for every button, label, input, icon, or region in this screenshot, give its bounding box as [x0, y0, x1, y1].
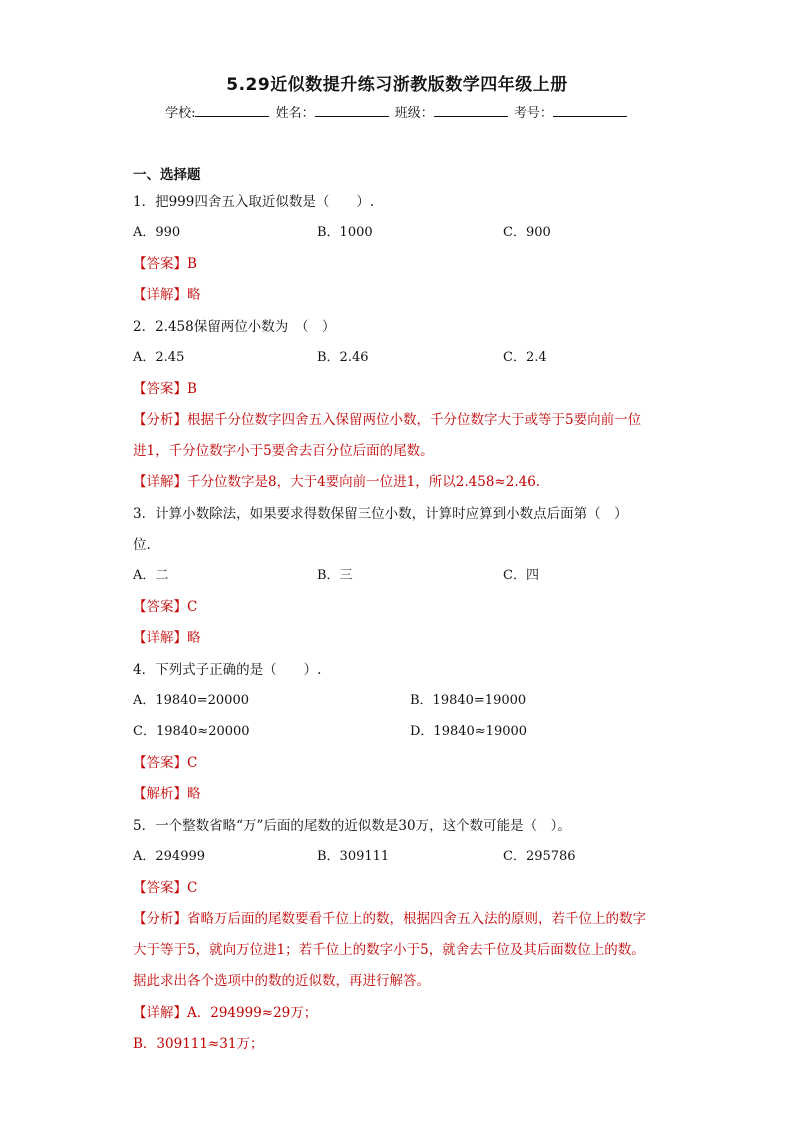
exam-no-blank[interactable]	[553, 104, 627, 117]
q3-answer	[133, 598, 197, 616]
answer-value: C	[187, 880, 198, 896]
answer-value: B	[187, 256, 197, 272]
q5-answer	[133, 879, 197, 897]
q5-option-c: C．295786	[503, 849, 576, 864]
answer-tag: 【答案】	[133, 381, 187, 397]
answer-tag: 【答案】	[133, 755, 187, 771]
q2-option-a: A．2.45	[133, 350, 185, 365]
section-heading: 一、选择题	[133, 167, 201, 183]
q4-explain	[133, 785, 201, 803]
q1-detail	[133, 286, 201, 304]
page-title: 5.29近似数提升练习浙教版数学四年级上册	[226, 75, 568, 95]
answer-tag: 【答案】	[133, 256, 187, 272]
question-5-stem: 5．一个整数省略“万”后面的尾数的近似数是30万，这个数可能是（ ）。	[133, 818, 571, 834]
q5-option-a: A．294999	[133, 849, 206, 864]
question-3-stem-line2: 位.	[133, 537, 151, 553]
answer-tag: 【答案】	[133, 599, 187, 615]
exam-no-label: 考号：	[513, 106, 553, 121]
detail-text: 略	[187, 287, 201, 303]
q5-analysis-line2: 大于等于5，就向万位进1；若千位上的数字小于5，就舍去千位及其后面数位上的数。	[133, 942, 645, 958]
q5-analysis-line1	[133, 910, 646, 928]
q4-option-a: A．19840=20000	[133, 693, 249, 708]
question-1-stem: 1．把999四舍五入取近似数是（ ）.	[133, 194, 375, 210]
q5-analysis-line3: 据此求出各个选项中的数的近似数，再进行解答。	[133, 973, 430, 989]
q2-detail	[133, 473, 540, 491]
q4-answer	[133, 754, 197, 772]
name-blank[interactable]	[315, 104, 389, 117]
question-2-stem: 2．2.458保留两位小数为 （ ）	[133, 319, 336, 335]
school-blank[interactable]	[195, 104, 269, 117]
student-info-row	[0, 102, 794, 121]
q5-option-b: B．309111	[317, 849, 390, 864]
q2-option-b: B．2.46	[317, 350, 369, 365]
q3-detail	[133, 629, 201, 647]
q3-option-b: B．三	[317, 568, 353, 583]
q1-option-c: C．900	[503, 225, 551, 240]
question-3-stem-line1: 3．计算小数除法，如果要求得数保留三位小数，计算时应算到小数点后面第（ ）	[133, 506, 628, 522]
detail-tag: 【详解】	[133, 287, 187, 303]
analysis-tag: 【分析】	[133, 412, 187, 428]
q4-option-d: D．19840≈19000	[410, 724, 528, 739]
q1-option-b: B．1000	[317, 225, 373, 240]
class-blank[interactable]	[434, 104, 508, 117]
explain-text: 略	[187, 786, 201, 802]
name-label: 姓名：	[275, 106, 315, 121]
answer-value: C	[187, 755, 198, 771]
analysis-text: 根据千分位数字四舍五入保留两位小数，千分位数字大于或等于5要向前一位	[187, 412, 642, 428]
answer-tag: 【答案】	[133, 880, 187, 896]
q1-option-a: A．990	[133, 225, 181, 240]
detail-text: 千分位数字是8，大于4要向前一位进1，所以2.458≈2.46.	[187, 474, 541, 490]
question-4-stem: 4．下列式子正确的是（ ）.	[133, 662, 322, 678]
q3-option-c: C．四	[503, 568, 539, 583]
school-label: 学校:	[165, 106, 196, 121]
q2-option-c: C．2.4	[503, 350, 547, 365]
q2-analysis-line1	[133, 411, 641, 429]
q5-detail-a	[133, 1004, 317, 1022]
q2-answer	[133, 380, 197, 398]
detail-tag: 【详解】	[133, 1005, 187, 1021]
q3-option-a: A．二	[133, 568, 169, 583]
q4-option-b: B．19840=19000	[410, 693, 527, 708]
answer-value: B	[187, 381, 197, 397]
detail-tag: 【详解】	[133, 474, 187, 490]
detail-text: 略	[187, 630, 201, 646]
analysis-tag: 【分析】	[133, 911, 187, 927]
analysis-text: 省略万后面的尾数要看千位上的数，根据四舍五入法的原则，若千位上的数字	[187, 911, 646, 927]
q5-detail-b: B．309111≈31万；	[133, 1036, 264, 1052]
detail-tag: 【详解】	[133, 630, 187, 646]
q1-answer	[133, 255, 197, 273]
answer-value: C	[187, 599, 198, 615]
q4-option-c: C．19840≈20000	[133, 724, 250, 739]
class-label: 班级：	[394, 106, 434, 121]
detail-text: A．294999≈29万；	[187, 1005, 318, 1021]
q2-analysis-line2: 进1，千分位数字小于5要舍去百分位后面的尾数。	[133, 443, 434, 459]
explain-tag: 【解析】	[133, 786, 187, 802]
